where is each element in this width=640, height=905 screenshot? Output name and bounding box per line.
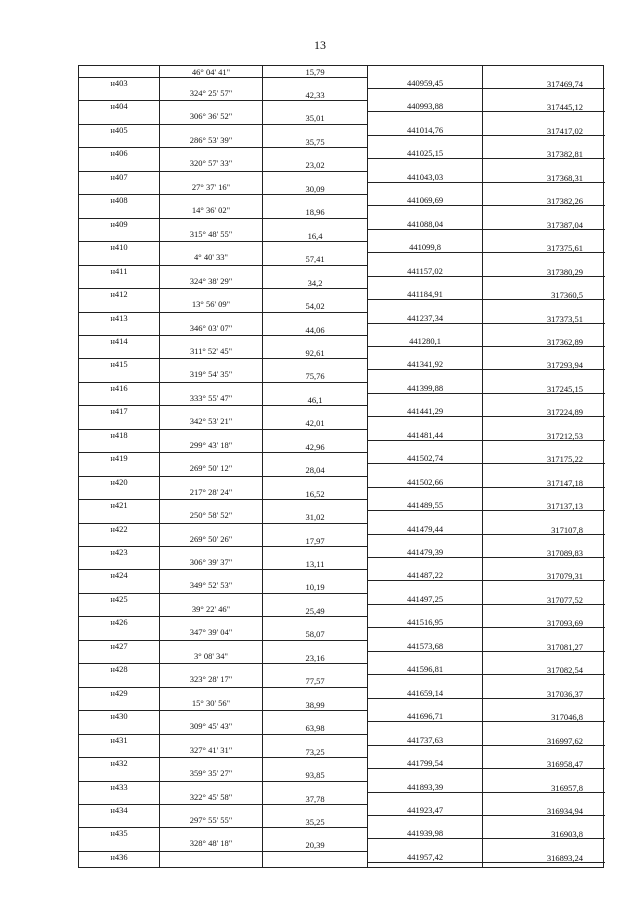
coord-y: 317362,89: [546, 336, 583, 347]
coord-y: 317375,61: [546, 243, 583, 254]
segment-distance: 16,4: [307, 230, 323, 241]
segment-angle: 323° 28' 17": [189, 674, 233, 685]
segment-distance: 93,85: [305, 770, 325, 781]
coord-x: 441025,15: [406, 148, 444, 159]
segment-distance: 42,33: [305, 90, 325, 100]
segment-distance: 57,41: [305, 254, 325, 265]
coord-x: 441659,14: [406, 687, 444, 698]
coord-y: 317360,5: [551, 290, 583, 301]
segment-angle: 333° 55' 47": [189, 392, 233, 403]
segment-angle: 324° 38' 29": [189, 275, 233, 286]
point-id: н411: [110, 265, 128, 276]
coord-x: 441157,02: [407, 265, 443, 276]
coord-y: 317387,04: [546, 219, 583, 230]
coord-y: 316903,8: [551, 829, 583, 840]
point-id: н436: [110, 851, 128, 862]
segment-distance: 73,25: [305, 746, 325, 757]
coord-x: 441489,55: [406, 500, 444, 511]
point-id: н429: [110, 687, 128, 698]
segment-angle: 328° 48' 18": [189, 838, 233, 849]
point-id: н434: [110, 804, 128, 815]
segment-distance: 92,61: [305, 347, 325, 358]
coord-y: 317036,37: [546, 688, 583, 699]
point-id: н409: [110, 218, 128, 229]
segment-distance: 10,19: [305, 582, 325, 593]
coord-x: 441596,81: [406, 664, 444, 675]
point-id: н433: [110, 781, 128, 792]
point-id: н408: [110, 195, 128, 206]
coord-x: 441573,68: [406, 640, 444, 651]
coord-y: 317417,02: [546, 125, 583, 136]
segment-angle: 297° 55' 55": [189, 814, 233, 825]
coordinates-table: [78, 65, 604, 868]
segment-angle: 286° 53' 39": [189, 134, 233, 145]
coord-x: 441280,1: [409, 335, 441, 346]
segment-distance: 28,04: [305, 465, 325, 476]
point-id: н413: [110, 312, 128, 323]
coord-x: 441893,39: [406, 781, 444, 792]
coord-y: 316934,94: [546, 805, 583, 816]
coord-y: 317079,31: [546, 571, 583, 582]
coord-y: 317137,13: [546, 501, 583, 512]
coord-x: 441184,91: [407, 289, 443, 300]
coord-x: 441497,25: [406, 593, 444, 604]
segment-angle: 306° 39' 37": [189, 557, 233, 567]
point-id: н404: [110, 101, 128, 112]
segment-angle: 299° 43' 18": [189, 439, 233, 450]
segment-angle: 349° 52' 53": [189, 580, 233, 591]
segment-angle: 327° 41' 31": [189, 744, 233, 755]
segment-angle: 4° 40' 33": [194, 252, 228, 263]
segment-distance: 23,02: [305, 160, 325, 171]
coord-y: 317147,18: [546, 477, 583, 488]
point-id: н407: [110, 171, 128, 182]
segment-angle: 14° 36' 02": [191, 205, 231, 216]
coord-y: 317081,27: [546, 641, 583, 652]
point-id: н423: [110, 547, 128, 557]
coord-y: 317382,81: [546, 149, 583, 160]
segment-distance: 18,96: [305, 207, 325, 218]
coord-x: 441737,63: [406, 734, 444, 745]
segment-angle: 359° 35' 27": [189, 768, 233, 779]
segment-angle: 322° 45' 58": [189, 791, 233, 802]
segment-distance: 20,39: [305, 840, 325, 851]
segment-angle: 320° 57' 33": [189, 158, 233, 169]
point-id: н419: [110, 453, 128, 464]
coord-x: 441088,04: [406, 218, 444, 229]
coord-y: 316997,62: [546, 735, 583, 746]
point-id: н430: [110, 711, 128, 722]
segment-distance: 38,99: [305, 699, 325, 710]
segment-distance: 75,76: [305, 371, 325, 382]
coord-x: 440993,88: [406, 101, 444, 112]
coord-y: 317212,53: [546, 430, 583, 441]
point-id: н435: [110, 828, 128, 839]
coord-y: 317175,22: [546, 454, 583, 465]
coord-x: 441502,74: [406, 453, 444, 464]
coord-x: 441799,54: [406, 758, 444, 769]
point-id: н417: [110, 406, 128, 417]
segment-angle: 309° 45' 43": [189, 721, 233, 732]
point-id: н418: [110, 429, 128, 440]
segment-distance: 30,09: [305, 183, 325, 194]
segment-angle: 346° 03' 07": [189, 322, 233, 333]
coord-y: 316958,47: [546, 759, 583, 770]
point-id: н428: [110, 664, 128, 675]
coord-x: 441516,95: [406, 617, 444, 628]
segment-distance: 35,01: [305, 113, 325, 124]
coord-y: 317046,8: [551, 712, 583, 723]
coord-y: 317469,74: [546, 79, 583, 89]
point-id: н432: [110, 758, 128, 769]
segment-angle: 217° 28' 24": [189, 486, 233, 497]
segment-angle: 39° 22' 46": [191, 603, 231, 614]
segment-distance: 31,02: [305, 512, 325, 523]
segment-angle: 15° 30' 56": [191, 697, 231, 708]
coord-x: 441479,39: [406, 547, 444, 557]
segment-angle: 3° 08' 34": [194, 650, 228, 661]
coord-x: 441696,71: [406, 711, 444, 722]
coord-x: 441441,29: [406, 406, 444, 417]
point-id: н412: [110, 289, 128, 300]
segment-angle: 324° 25' 57": [189, 88, 233, 98]
segment-distance: 37,78: [305, 793, 325, 804]
segment-distance: 44,06: [305, 324, 325, 335]
coord-x: 441487,22: [406, 570, 444, 581]
point-id: н416: [110, 382, 128, 393]
segment-distance: 17,97: [305, 535, 325, 546]
coord-x: 441923,47: [406, 804, 444, 815]
segment-angle: 27° 37' 16": [191, 181, 231, 192]
coord-x: 441479,44: [406, 523, 444, 534]
coord-x: 441399,88: [406, 382, 444, 393]
segment-angle: 311° 52' 45": [189, 345, 233, 356]
coord-x: 441939,98: [406, 828, 444, 839]
segment-distance: 34,2: [307, 277, 323, 288]
coord-y: 316957,8: [551, 782, 583, 793]
coord-y: 317293,94: [546, 360, 583, 371]
column-divider: [482, 66, 483, 867]
point-id: н425: [110, 593, 128, 604]
point-id: н415: [110, 359, 128, 370]
segment-distance: 63,98: [305, 723, 325, 734]
segment-angle: 13° 56' 09": [191, 299, 231, 310]
page-number: 13: [314, 38, 326, 52]
coord-x: 441043,03: [406, 171, 444, 182]
segment-distance: 42,01: [305, 418, 325, 429]
coord-x: 441502,66: [406, 476, 444, 487]
segment-angle: 46° 04' 41": [191, 67, 231, 77]
coord-x: 441341,92: [406, 359, 444, 370]
point-id: н421: [110, 500, 128, 511]
segment-distance: 25,49: [305, 605, 325, 616]
segment-angle: 342° 53' 21": [189, 416, 233, 427]
segment-distance: 58,07: [305, 629, 325, 640]
coord-y: 317382,26: [546, 196, 583, 207]
coord-x: 441014,76: [406, 124, 444, 135]
coord-y: 316893,24: [546, 852, 583, 863]
point-id: н426: [110, 617, 128, 628]
coord-y: 317245,15: [546, 383, 583, 394]
point-id: н427: [110, 640, 128, 651]
segment-angle: 250° 58' 52": [189, 510, 233, 521]
point-id: н431: [110, 734, 128, 745]
segment-angle: 319° 54' 35": [189, 369, 233, 380]
coord-y: 317077,52: [546, 594, 583, 605]
point-id: н424: [110, 570, 128, 581]
coord-y: 317224,89: [546, 407, 583, 418]
segment-distance: 15,79: [305, 67, 325, 77]
coord-y: 317089,83: [546, 548, 583, 558]
segment-distance: 54,02: [305, 301, 325, 312]
coord-x: 441237,34: [406, 312, 444, 323]
column-divider: [367, 66, 368, 867]
point-id: н405: [110, 124, 128, 135]
point-id: н406: [110, 148, 128, 159]
segment-angle: 269° 50' 26": [189, 533, 233, 544]
segment-angle: 315° 48' 55": [189, 228, 233, 239]
coord-x: 441481,44: [406, 429, 444, 440]
point-id: н414: [110, 335, 128, 346]
segment-distance: 35,25: [305, 816, 325, 827]
segment-distance: 16,52: [305, 488, 325, 499]
segment-angle: 347° 39' 04": [189, 627, 233, 638]
coord-x: 441957,42: [406, 851, 444, 862]
segment-distance: 13,11: [305, 559, 325, 569]
segment-distance: 23,16: [305, 652, 325, 663]
point-id: н420: [110, 476, 128, 487]
segment-distance: 42,96: [305, 441, 325, 452]
segment-distance: 46,1: [307, 394, 323, 405]
segment-distance: 77,57: [305, 676, 325, 687]
coord-y: 317368,31: [546, 172, 583, 183]
coord-y: 317093,69: [546, 618, 583, 629]
coord-y: 317445,12: [546, 102, 583, 113]
point-id: н410: [110, 242, 128, 253]
coord-y: 317107,8: [551, 524, 583, 535]
coord-y: 317082,54: [546, 665, 583, 676]
coord-x: 440959,45: [406, 78, 444, 88]
coord-x: 441099,8: [409, 242, 441, 253]
segment-angle: 306° 36' 52": [189, 111, 233, 122]
coord-y: 317373,51: [546, 313, 583, 324]
coord-x: 441069,69: [406, 195, 444, 206]
point-id: н422: [110, 523, 128, 534]
coord-y: 317380,29: [546, 266, 583, 277]
segment-distance: 35,75: [305, 136, 325, 147]
point-id: н403: [110, 78, 128, 88]
segment-angle: 269° 50' 12": [189, 463, 233, 474]
